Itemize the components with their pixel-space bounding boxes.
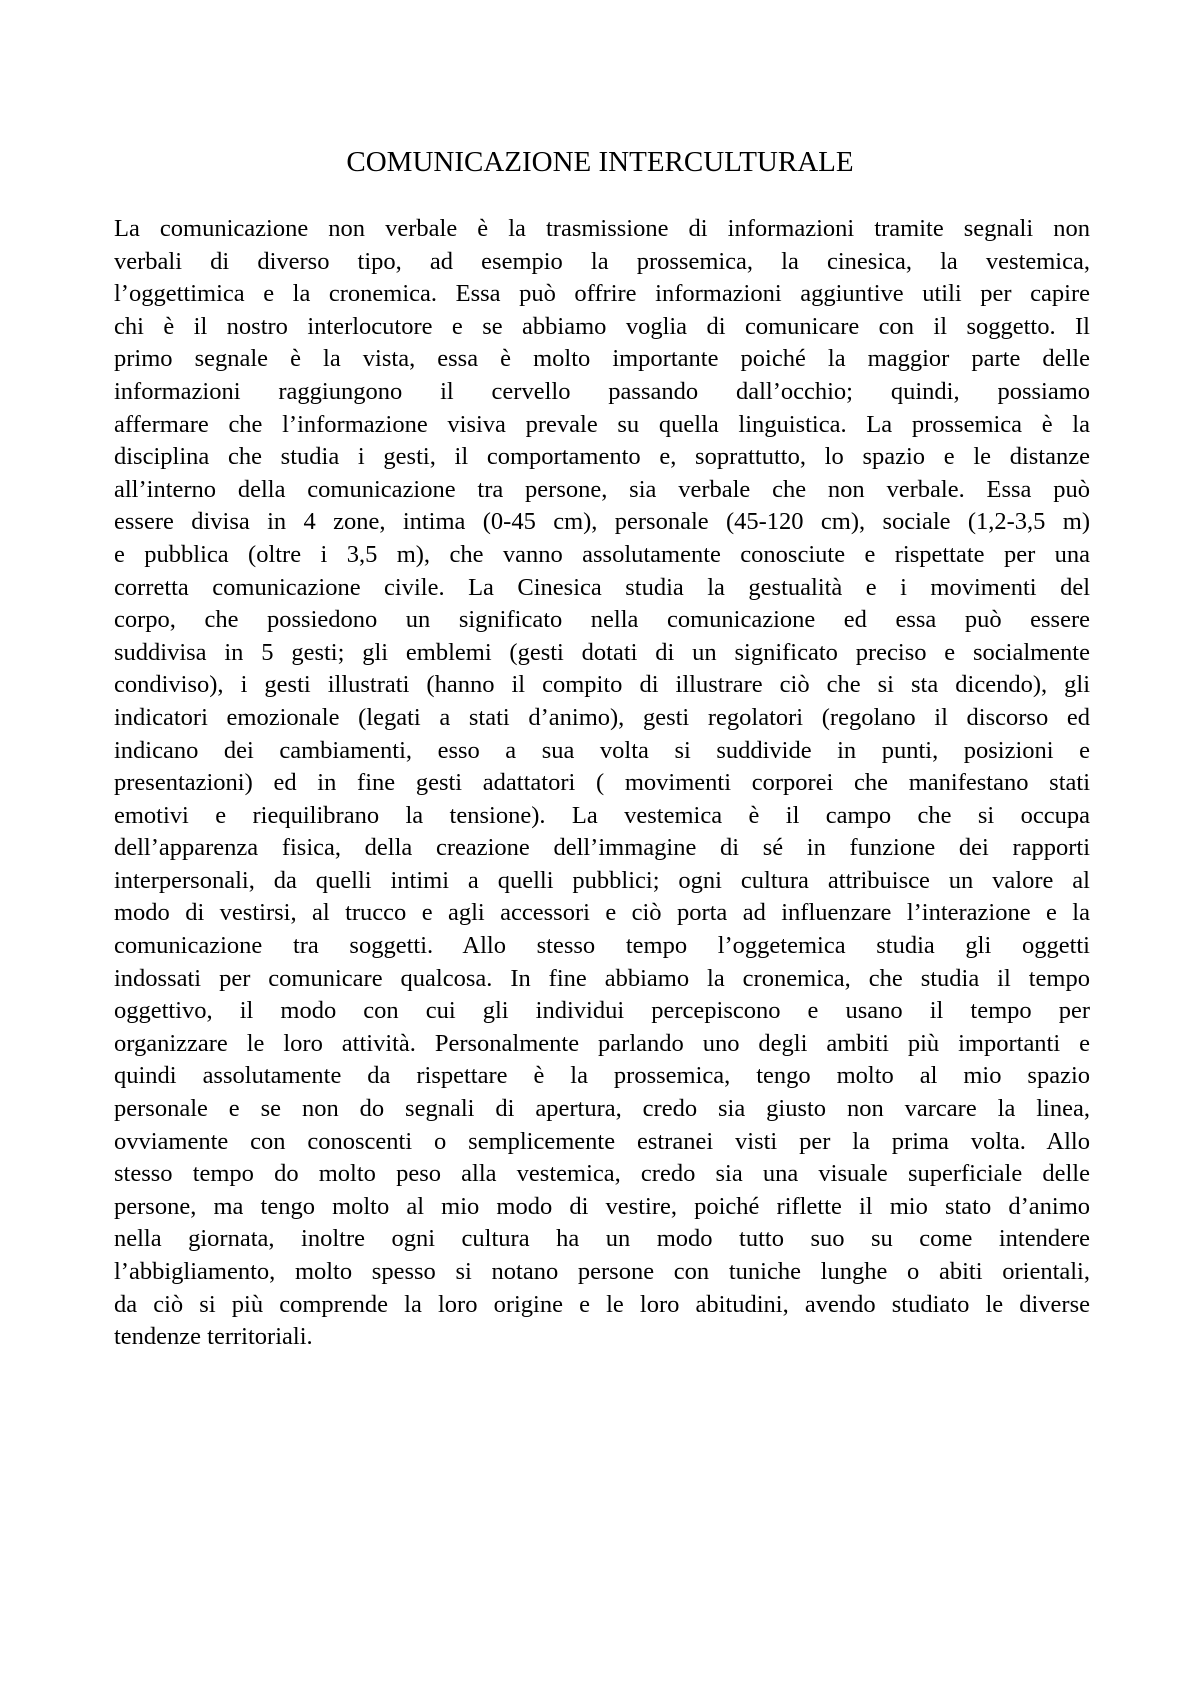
paragraph-line: organizzare le loro attività. Personalmente parlando uno degli ambiti più importanti e bbox=[114, 1029, 1090, 1057]
paragraph-line: suddivisa in 5 gesti; gli emblemi (gesti dotati di un significato preciso e socialmente bbox=[114, 638, 1090, 666]
paragraph-line: corpo, che possiedono un significato nella comunicazione ed essa può essere bbox=[114, 606, 1090, 634]
paragraph-line: ovviamente con conoscenti o semplicemente estranei visti per la prima volta. Allo bbox=[114, 1127, 1090, 1155]
paragraph-line: indicatori emozionale (legati a stati d’animo), gesti regolatori (regolano il discorso ed bbox=[114, 703, 1090, 731]
paragraph-line: tendenze territoriali. bbox=[114, 1323, 313, 1351]
paragraph-line: comunicazione tra soggetti. Allo stesso tempo l’oggetemica studia gli oggetti bbox=[114, 932, 1090, 960]
paragraph-line: all’interno della comunicazione tra persone, sia verbale che non verbale. Essa può bbox=[114, 475, 1090, 503]
paragraph-line: La comunicazione non verbale è la trasmissione di informazioni tramite segnali non bbox=[114, 215, 1090, 242]
paragraph-line: persone, ma tengo molto al mio modo di vestire, poiché riflette il mio stato d’animo bbox=[114, 1192, 1090, 1220]
paragraph-line: indossati per comunicare qualcosa. In fine abbiamo la cronemica, che studia il tempo bbox=[114, 964, 1090, 992]
paragraph-line: l’abbigliamento, molto spesso si notano persone con tuniche lunghe o abiti orientali, bbox=[114, 1258, 1090, 1285]
paragraph-line: condiviso), i gesti illustrati (hanno il compito di illustrare ciò che si sta dicendo), gli bbox=[114, 671, 1090, 699]
paragraph-line: dell’apparenza fisica, della creazione dell’immagine di sé in funzione dei rapporti bbox=[114, 834, 1090, 862]
paragraph-line: disciplina che studia i gesti, il comportamento e, soprattutto, lo spazio e le distanze bbox=[114, 443, 1090, 471]
paragraph-line: corretta comunicazione civile. La Cinesica studia la gestualità e i movimenti del bbox=[114, 573, 1090, 601]
paragraph-line: primo segnale è la vista, essa è molto importante poiché la maggior parte delle bbox=[114, 345, 1090, 373]
paragraph-line: verbali di diverso tipo, ad esempio la prossemica, la cinesica, la vestemica, bbox=[114, 247, 1090, 275]
paragraph-line: informazioni raggiungono il cervello passando dall’occhio; quindi, possiamo bbox=[114, 377, 1090, 405]
paragraph-line: interpersonali, da quelli intimi a quelli pubblici; ogni cultura attribuisce un valore al bbox=[114, 866, 1090, 894]
paragraph-line: e pubblica (oltre i 3,5 m), che vanno assolutamente conosciute e rispettate per una bbox=[114, 540, 1090, 568]
paragraph-line: personale e se non do segnali di apertura, credo sia giusto non varcare la linea, bbox=[114, 1095, 1090, 1123]
document-title: COMUNICAZIONE INTERCULTURALE bbox=[346, 146, 854, 178]
paragraph-line: l’oggettimica e la cronemica. Essa può offrire informazioni aggiuntive utili per capire bbox=[114, 280, 1090, 308]
paragraph-line: indicano dei cambiamenti, esso a sua volta si suddivide in punti, posizioni e bbox=[114, 736, 1090, 764]
paragraph-line: presentazioni) ed in fine gesti adattatori ( movimenti corporei che manifestano stati bbox=[114, 769, 1090, 797]
paragraph-line: stesso tempo do molto peso alla vestemica, credo sia una visuale superficiale delle bbox=[114, 1160, 1090, 1188]
paragraph-line: modo di vestirsi, al trucco e agli accessori e ciò porta ad influenzare l’interazione e la bbox=[114, 899, 1090, 927]
paragraph-line: da ciò si più comprende la loro origine e le loro abitudini, avendo studiato le diverse bbox=[114, 1290, 1090, 1318]
paragraph-line: nella giornata, inoltre ogni cultura ha un modo tutto suo su come intendere bbox=[114, 1225, 1090, 1253]
paragraph-line: quindi assolutamente da rispettare è la prossemica, tengo molto al mio spazio bbox=[114, 1062, 1090, 1090]
document-body bbox=[114, 213, 1090, 1354]
paragraph-line: affermare che l’informazione visiva prevale su quella linguistica. La prossemica è la bbox=[114, 410, 1090, 438]
paragraph-line: emotivi e riequilibrano la tensione). La vestemica è il campo che si occupa bbox=[114, 801, 1090, 829]
paragraph-line: oggettivo, il modo con cui gli individui percepiscono e usano il tempo per bbox=[114, 997, 1090, 1025]
paragraph-line: chi è il nostro interlocutore e se abbiamo voglia di comunicare con il soggetto. Il bbox=[114, 312, 1090, 340]
paragraph-line: essere divisa in 4 zone, intima (0-45 cm), personale (45-120 cm), sociale (1,2-3,5 m) bbox=[114, 508, 1090, 536]
